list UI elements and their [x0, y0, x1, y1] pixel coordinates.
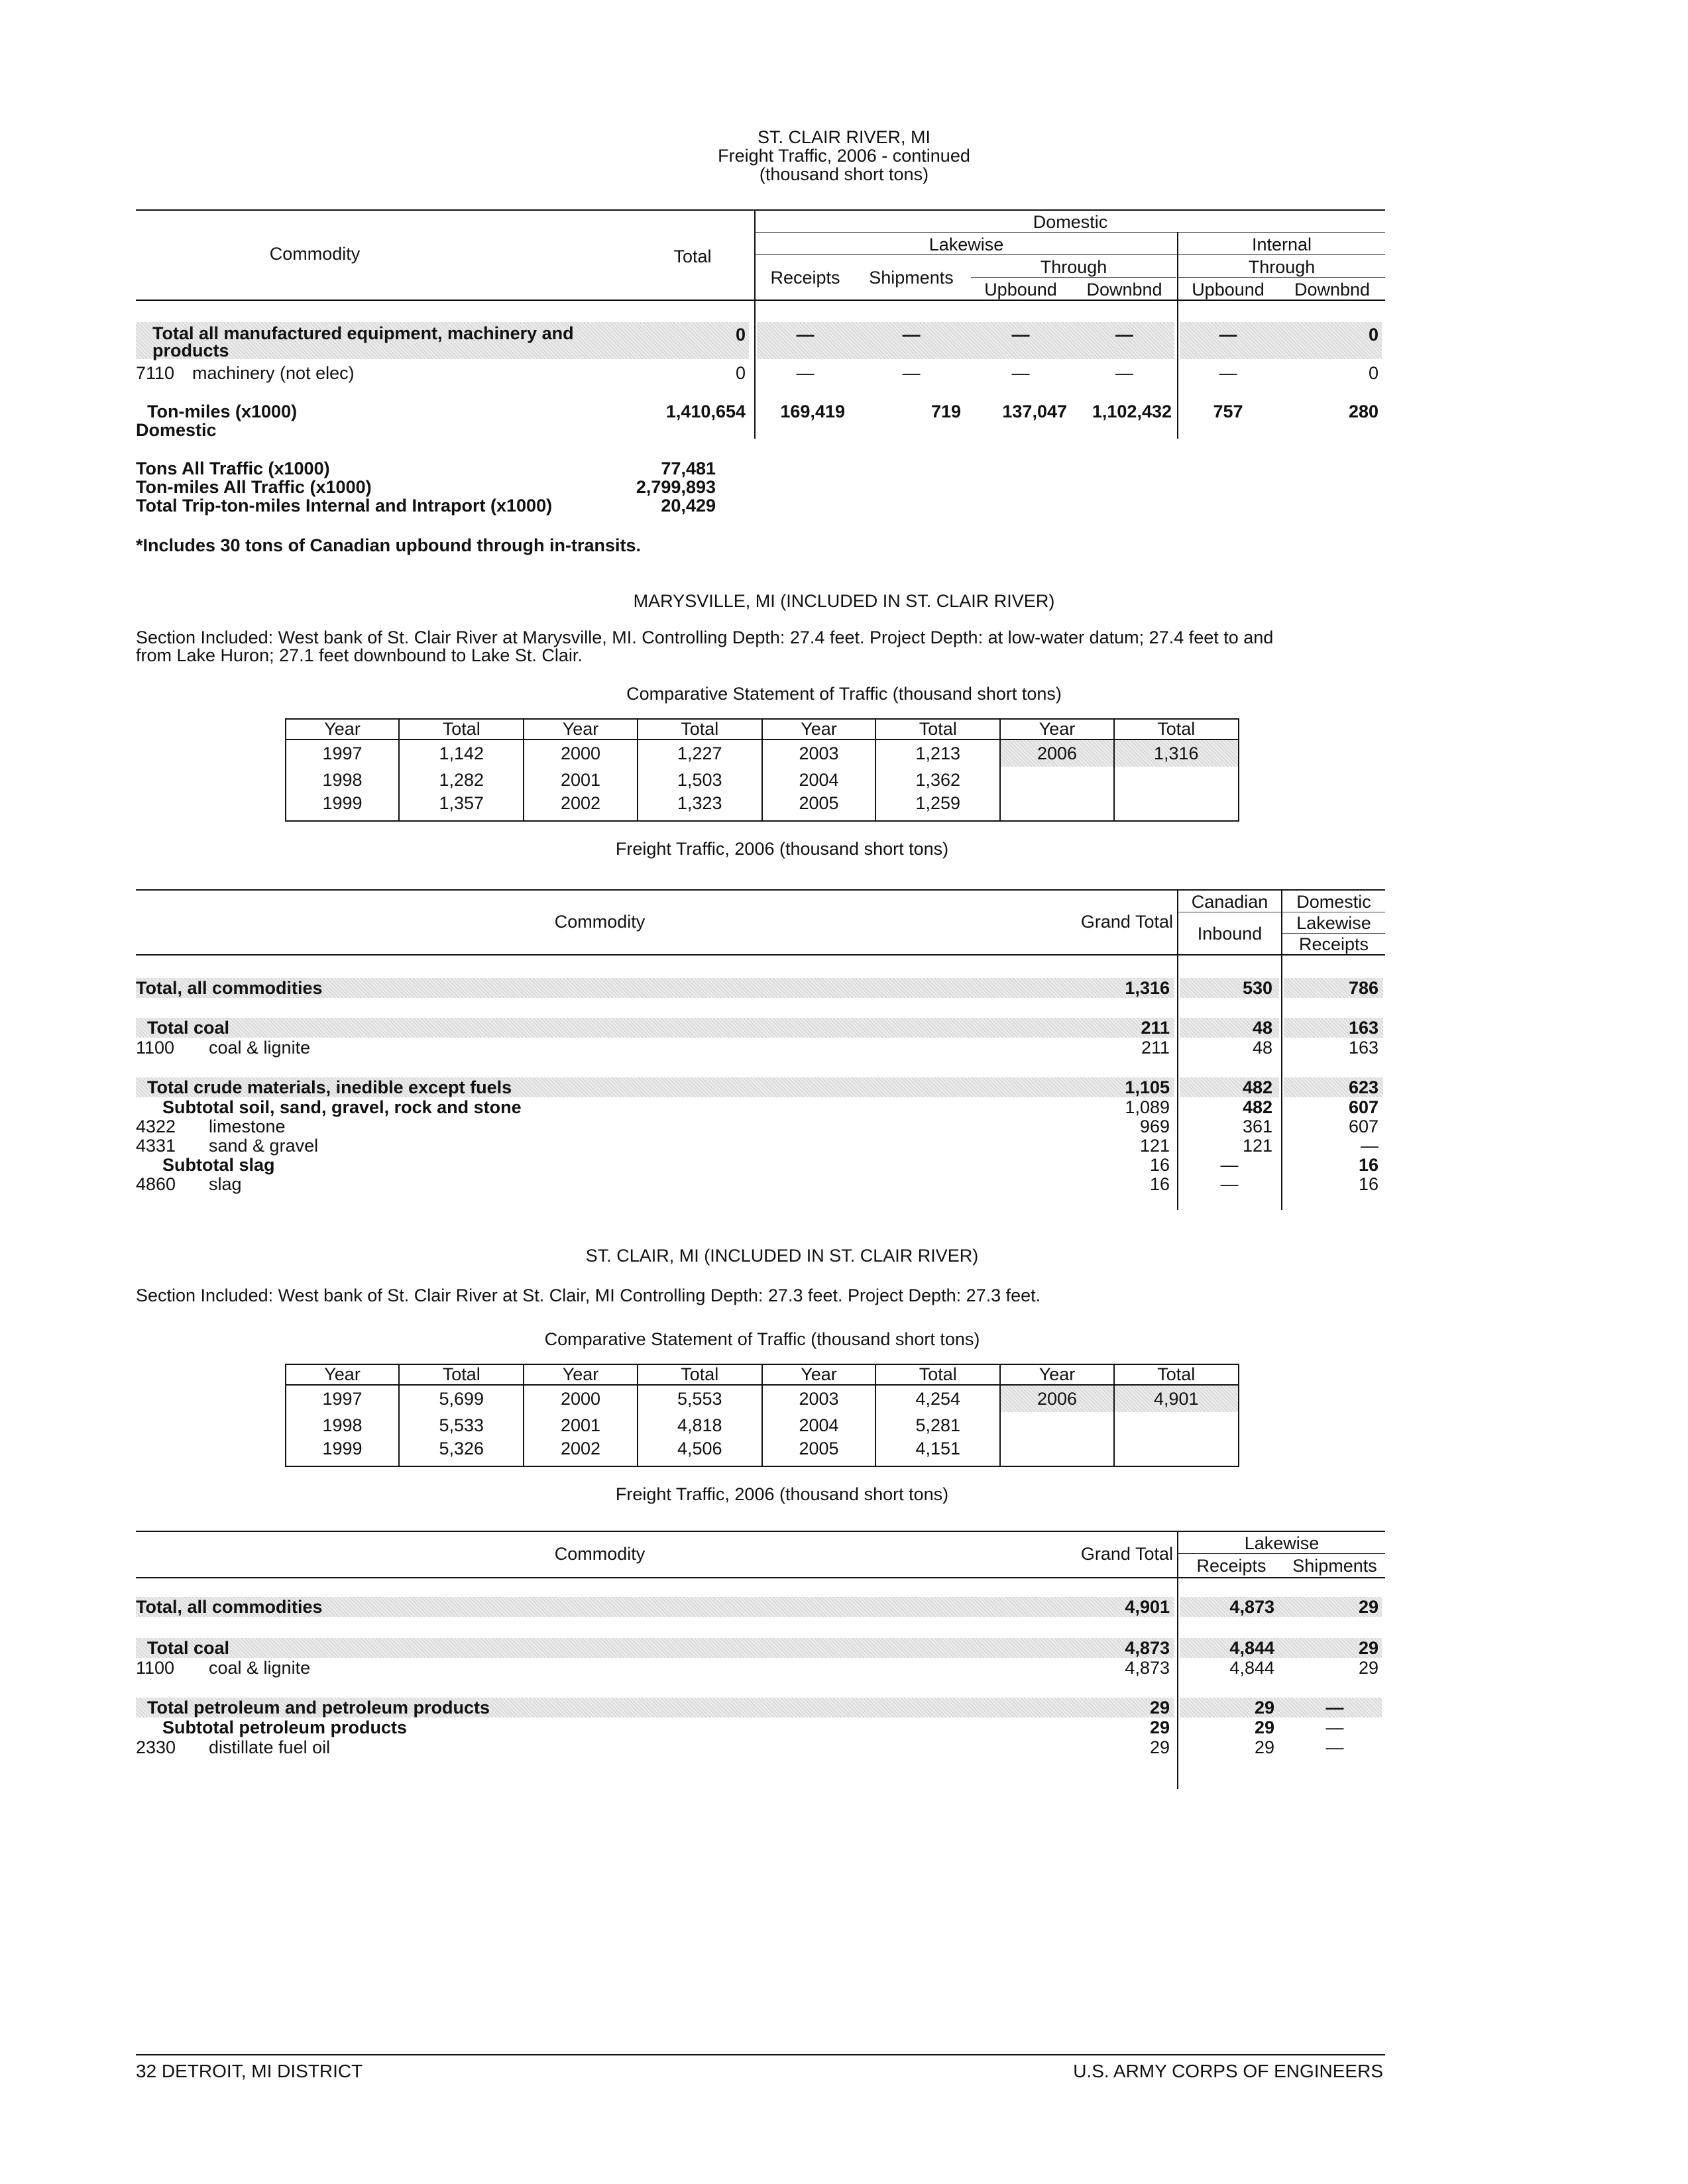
- cmp-cell: 4,506: [638, 1439, 762, 1466]
- t1-h-shipments: Shipments: [869, 268, 954, 288]
- cmp-cell: 1,362: [875, 767, 1000, 793]
- t1-7110-int-upbound: —: [1219, 363, 1237, 383]
- cmp-cell: 5,699: [399, 1385, 524, 1412]
- t1-summary-label-0: Tons All Traffic (x1000): [136, 459, 330, 478]
- sc-row-grand-total: 4,873: [1125, 1638, 1170, 1658]
- cmp-cell: 2001: [524, 767, 637, 793]
- mv-row-receipts: 163: [1348, 1038, 1379, 1058]
- t1-tonmiles-int-upbound: 757: [1213, 402, 1243, 421]
- cmp-cell: 5,553: [638, 1385, 762, 1412]
- mv-h-receipts: Receipts: [1298, 934, 1369, 954]
- mv-row-inbound: —: [1220, 1155, 1239, 1175]
- sc-row-grand-total: 4,873: [1125, 1658, 1170, 1678]
- sc-row-shipments: —: [1325, 1698, 1344, 1718]
- mv-row-grand-total: 121: [1139, 1136, 1170, 1156]
- mv-row-label: slag: [209, 1174, 242, 1194]
- cmp-cell: [1114, 767, 1239, 793]
- t1-tonmiles-receipts: 169,419: [780, 402, 845, 421]
- t1-title: ST. CLAIR RIVER, MI: [757, 127, 931, 147]
- stclair-freight-title: Freight Traffic, 2006 (thousand short tons): [615, 1484, 949, 1504]
- mv-h-grand-total: Grand Total: [1080, 912, 1173, 932]
- t1-summary-label-2: Total Trip-ton-miles Internal and Intraport (x1000): [136, 496, 553, 516]
- sc-row-receipts: 29: [1254, 1718, 1274, 1737]
- mv-row-receipts: 607: [1348, 1097, 1379, 1117]
- t1-h-commodity: Commodity: [269, 244, 361, 264]
- sc-row-grand-total: 29: [1149, 1718, 1170, 1737]
- t1-h-receipts: Receipts: [770, 268, 840, 288]
- mv-row-label: Subtotal slag: [162, 1155, 275, 1175]
- t1-h-domestic: Domestic: [1033, 212, 1108, 232]
- t1-total-label: Total all manufactured equipment, machinery and products: [152, 323, 574, 360]
- cmp-cell: [1000, 767, 1113, 793]
- t1-tonmiles-upbound: 137,047: [1002, 402, 1067, 421]
- cmp-cell: 1,282: [399, 767, 524, 793]
- mv-row-receipts: 786: [1348, 978, 1379, 998]
- t1-total-downbnd: —: [1115, 325, 1133, 345]
- mv-row-code: 4860: [136, 1174, 176, 1194]
- mv-row-label: limestone: [209, 1117, 286, 1136]
- t1-h-through: Through: [1040, 257, 1107, 277]
- cmp-h: Year: [286, 1364, 399, 1385]
- cmp-cell: 1,142: [399, 739, 524, 767]
- cmp-cell: 5,533: [399, 1412, 524, 1439]
- sc-row-shipments: —: [1325, 1737, 1344, 1757]
- sc-row-receipts: 4,844: [1229, 1638, 1274, 1658]
- cmp-h: Total: [1114, 719, 1239, 739]
- mv-row-code: 4331: [136, 1136, 176, 1156]
- mv-h-domestic: Domestic: [1296, 892, 1371, 912]
- cmp-cell: [1114, 794, 1239, 821]
- cmp-cell: 1,316: [1114, 739, 1239, 767]
- cmp-cell: 1,213: [875, 739, 1000, 767]
- t1-tonmiles-int-downbnd: 280: [1348, 402, 1379, 421]
- sc-row-grand-total: 29: [1149, 1737, 1170, 1757]
- mv-row-inbound: 361: [1242, 1117, 1272, 1136]
- cmp-h: Year: [762, 719, 875, 739]
- cmp-cell: 1998: [286, 767, 399, 793]
- t1-7110-total: 0: [735, 363, 746, 383]
- cmp-cell: 1999: [286, 1439, 399, 1466]
- footer-right: U.S. ARMY CORPS OF ENGINEERS: [1073, 2061, 1383, 2081]
- t1-h-downbnd-internal: Downbnd: [1294, 280, 1371, 300]
- t1-7110-int-downbnd: 0: [1368, 363, 1379, 383]
- t1-summary-value-0: 77,481: [661, 459, 716, 478]
- mv-row-code: 4322: [136, 1117, 176, 1136]
- cmp-cell: [1114, 1439, 1239, 1466]
- t1-tonmiles-shipments: 719: [930, 402, 961, 421]
- cmp-cell: 5,281: [875, 1412, 1000, 1439]
- t1-total-shipments: —: [902, 325, 921, 345]
- cmp-h: Year: [1000, 719, 1113, 739]
- mv-row-inbound: 482: [1242, 1097, 1272, 1117]
- cmp-h: Year: [524, 1364, 637, 1385]
- mv-row-receipts: 607: [1348, 1117, 1379, 1136]
- stclair-section-line1: Section Included: West bank of St. Clair River at St. Clair, MI Controlling Depth: 27.3 feet. Project Depth: 27.3 feet.: [136, 1285, 1041, 1305]
- cmp-h: Total: [875, 719, 1000, 739]
- t1-h-total: Total: [673, 246, 712, 266]
- cmp-cell: 1997: [286, 1385, 399, 1412]
- t1-note: *Includes 30 tons of Canadian upbound through in-transits.: [136, 535, 642, 555]
- mv-h-lakewise: Lakewise: [1296, 913, 1371, 933]
- sc-row-grand-total: 29: [1149, 1698, 1170, 1718]
- cmp-cell: 1,357: [399, 794, 524, 821]
- t1-total-int-downbnd: 0: [1368, 325, 1379, 345]
- sc-h-grand-total: Grand Total: [1080, 1544, 1173, 1564]
- cmp-h: Total: [399, 1364, 524, 1385]
- mv-h-inbound: Inbound: [1197, 924, 1263, 944]
- sc-row-receipts: 4,873: [1229, 1597, 1274, 1617]
- cmp-cell: 2006: [1000, 1385, 1113, 1412]
- mv-row-grand-total: 1,316: [1125, 978, 1170, 998]
- mv-h-canadian: Canadian: [1191, 892, 1268, 912]
- cmp-h: Total: [399, 719, 524, 739]
- t1-h-internal: Internal: [1251, 235, 1312, 254]
- cmp-cell: 1,259: [875, 794, 1000, 821]
- sc-row-shipments: 29: [1358, 1597, 1379, 1617]
- t1-subtitle: Freight Traffic, 2006 - continued: [718, 146, 970, 166]
- cmp-cell: 2002: [524, 1439, 637, 1466]
- cmp-h: Total: [1114, 1364, 1239, 1385]
- mv-row-inbound: 48: [1252, 1018, 1272, 1038]
- cmp-cell: 1997: [286, 739, 399, 767]
- cmp-cell: 2005: [762, 1439, 875, 1466]
- sc-h-shipments: Shipments: [1292, 1556, 1377, 1576]
- sc-row-label: coal & lignite: [209, 1658, 311, 1678]
- mv-row-inbound: —: [1220, 1174, 1239, 1194]
- sc-row-label: Total petroleum and petroleum products: [147, 1698, 490, 1718]
- sc-row-grand-total: 4,901: [1125, 1597, 1170, 1617]
- t1-units: (thousand short tons): [759, 164, 929, 184]
- cmp-cell: [1000, 1439, 1113, 1466]
- t1-7110-upbound: —: [1011, 363, 1030, 383]
- t1-summary-value-1: 2,799,893: [636, 477, 716, 497]
- cmp-cell: 2005: [762, 794, 875, 821]
- t1-tonmiles-label: Ton-miles (x1000): [147, 402, 298, 421]
- t1-h-downbnd: Downbnd: [1086, 280, 1162, 300]
- t1-tonmiles-downbnd: 1,102,432: [1092, 402, 1172, 421]
- cmp-cell: 4,901: [1114, 1385, 1239, 1412]
- stclair-cmp-table: [285, 1364, 1239, 1467]
- mv-row-inbound: 530: [1242, 978, 1272, 998]
- t1-tonmiles-total: 1,410,654: [665, 402, 746, 421]
- cmp-cell: 1,227: [638, 739, 762, 767]
- t1-summary-label-1: Ton-miles All Traffic (x1000): [136, 477, 372, 497]
- mv-row-grand-total: 16: [1149, 1155, 1170, 1175]
- t1-7110-downbnd: —: [1115, 363, 1133, 383]
- mv-row-receipts: 623: [1348, 1077, 1379, 1097]
- t1-7110-shipments: —: [902, 363, 921, 383]
- mv-row-grand-total: 1,089: [1125, 1097, 1170, 1117]
- sc-row-receipts: 4,844: [1229, 1658, 1274, 1678]
- sc-row-shipments: —: [1325, 1718, 1344, 1737]
- sc-row-code: 2330: [136, 1737, 176, 1757]
- cmp-h: Year: [762, 1364, 875, 1385]
- mv-row-grand-total: 211: [1141, 1018, 1170, 1038]
- sc-row-shipments: 29: [1358, 1638, 1379, 1658]
- marysville-cmp-title: Comparative Statement of Traffic (thousand short tons): [626, 684, 1062, 704]
- t1-h-through-internal: Through: [1248, 257, 1316, 277]
- mv-row-label: Subtotal soil, sand, gravel, rock and stone: [162, 1097, 522, 1117]
- marysville-section-line2: from Lake Huron; 27.1 feet downbound to Lake St. Clair.: [136, 645, 583, 665]
- cmp-h: Year: [524, 719, 637, 739]
- mv-row-receipts: 16: [1358, 1155, 1379, 1175]
- mv-row-grand-total: 969: [1139, 1117, 1170, 1136]
- t1-h-upbound: Upbound: [984, 280, 1057, 300]
- t1-7110-receipts: —: [796, 363, 815, 383]
- sc-row-label: Subtotal petroleum products: [162, 1718, 408, 1737]
- mv-row-label: sand & gravel: [209, 1136, 319, 1156]
- cmp-cell: 2003: [762, 739, 875, 767]
- mv-row-grand-total: 211: [1141, 1038, 1170, 1058]
- mv-row-inbound: 121: [1242, 1136, 1272, 1156]
- cmp-cell: 1998: [286, 1412, 399, 1439]
- cmp-h: Year: [1000, 1364, 1113, 1385]
- sc-h-receipts: Receipts: [1196, 1556, 1266, 1576]
- cmp-cell: 2002: [524, 794, 637, 821]
- cmp-cell: 2003: [762, 1385, 875, 1412]
- mv-row-receipts: —: [1361, 1136, 1379, 1156]
- mv-row-label: Total coal: [147, 1018, 230, 1038]
- cmp-cell: 2001: [524, 1412, 637, 1439]
- cmp-h: Total: [638, 1364, 762, 1385]
- marysville-section-line1: Section Included: West bank of St. Clair River at Marysville, MI. Controlling Depth: 27.4 feet. Project Depth: at low-water datum; 27.4 feet to and: [136, 628, 1274, 647]
- mv-row-receipts: 16: [1358, 1174, 1379, 1194]
- mv-row-inbound: 48: [1252, 1038, 1272, 1058]
- sc-row-code: 1100: [136, 1658, 175, 1678]
- t1-7110-label: machinery (not elec): [192, 363, 355, 383]
- cmp-h: Total: [638, 719, 762, 739]
- cmp-cell: 4,254: [875, 1385, 1000, 1412]
- marysville-title: MARYSVILLE, MI (INCLUDED IN ST. CLAIR RIVER): [633, 591, 1055, 611]
- sc-h-lakewise: Lakewise: [1244, 1533, 1320, 1553]
- cmp-cell: 4,818: [638, 1412, 762, 1439]
- mv-row-grand-total: 1,105: [1125, 1077, 1170, 1097]
- marysville-cmp-table: [285, 718, 1239, 822]
- t1-total-upbound: —: [1011, 325, 1030, 345]
- mv-row-label: Total crude materials, inedible except fuels: [147, 1077, 512, 1097]
- sc-row-label: Total, all commodities: [136, 1597, 323, 1617]
- cmp-cell: 2006: [1000, 739, 1113, 767]
- mv-row-label: Total, all commodities: [136, 978, 323, 998]
- stclair-cmp-title: Comparative Statement of Traffic (thousand short tons): [544, 1329, 980, 1349]
- cmp-h: Year: [286, 719, 399, 739]
- mv-h-commodity: Commodity: [554, 912, 646, 932]
- t1-7110-code: 7110: [136, 363, 175, 383]
- marysville-freight-title: Freight Traffic, 2006 (thousand short tons): [615, 839, 949, 859]
- sc-row-label: distillate fuel oil: [209, 1737, 331, 1757]
- sc-h-commodity: Commodity: [554, 1544, 646, 1564]
- cmp-cell: 5,326: [399, 1439, 524, 1466]
- mv-row-grand-total: 16: [1149, 1174, 1170, 1194]
- cmp-cell: 1,323: [638, 794, 762, 821]
- footer-left: 32 DETROIT, MI DISTRICT: [136, 2061, 363, 2081]
- cmp-cell: [1000, 1412, 1113, 1439]
- sc-row-receipts: 29: [1254, 1698, 1274, 1718]
- t1-tonmiles-sublabel: Domestic: [136, 420, 217, 440]
- mv-row-receipts: 163: [1348, 1018, 1379, 1038]
- mv-row-code: 1100: [136, 1038, 175, 1058]
- t1-h-upbound-internal: Upbound: [1192, 280, 1265, 300]
- cmp-cell: 2004: [762, 767, 875, 793]
- t1-h-lakewise: Lakewise: [928, 235, 1004, 254]
- t1-total-receipts: —: [796, 325, 815, 345]
- mv-row-inbound: 482: [1242, 1077, 1272, 1097]
- cmp-cell: 1,503: [638, 767, 762, 793]
- t1-summary-value-2: 20,429: [661, 496, 716, 516]
- cmp-cell: [1114, 1412, 1239, 1439]
- cmp-cell: 2004: [762, 1412, 875, 1439]
- sc-row-receipts: 29: [1254, 1737, 1274, 1757]
- cmp-cell: 1999: [286, 794, 399, 821]
- footer-rule: [136, 2054, 1385, 2055]
- t1-total-int-upbound: —: [1219, 325, 1237, 345]
- sc-row-label: Total coal: [147, 1638, 230, 1658]
- cmp-cell: [1000, 794, 1113, 821]
- cmp-cell: 2000: [524, 739, 637, 767]
- cmp-h: Total: [875, 1364, 1000, 1385]
- mv-row-label: coal & lignite: [209, 1038, 311, 1058]
- cmp-cell: 4,151: [875, 1439, 1000, 1466]
- stclair-title: ST. CLAIR, MI (INCLUDED IN ST. CLAIR RIVER): [585, 1246, 979, 1266]
- sc-row-shipments: 29: [1358, 1658, 1379, 1678]
- cmp-cell: 2000: [524, 1385, 637, 1412]
- t1-total-value: 0: [735, 325, 746, 345]
